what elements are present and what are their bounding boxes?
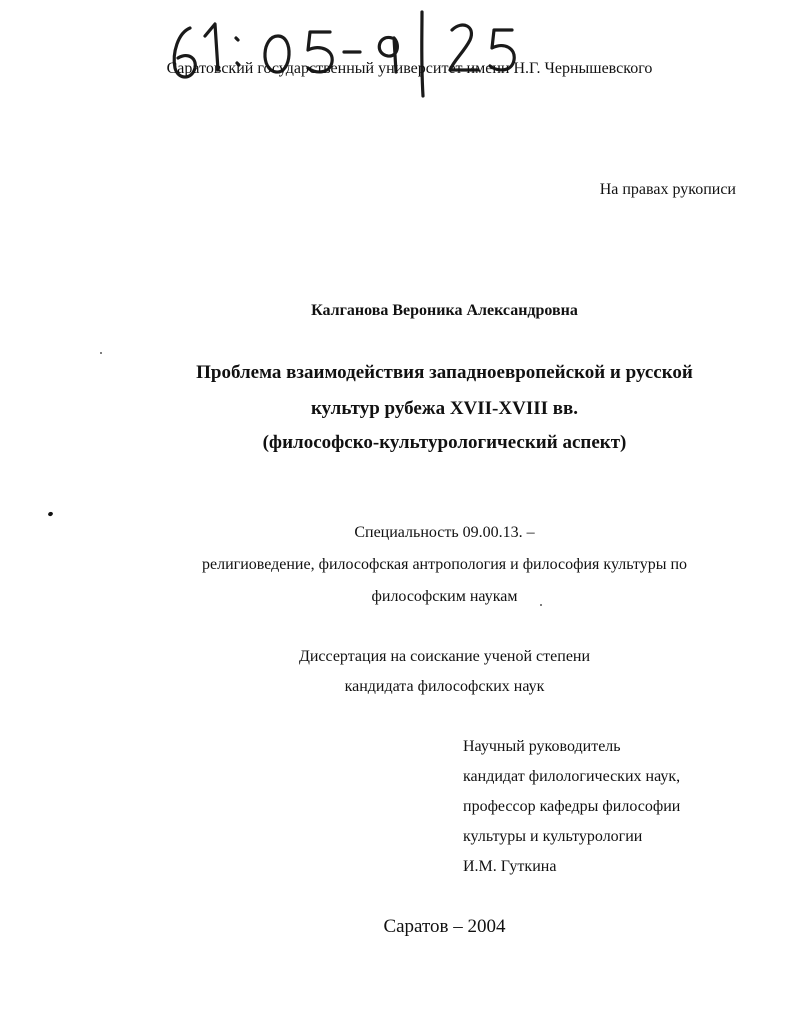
dissertation-line-1: Диссертация на соискание ученой степени [298,648,591,665]
supervisor-line-1: Научный руководитель [463,738,621,755]
supervisor-line-2: кандидат филологических наук, [463,768,681,785]
supervisor-line-3: профессор кафедры философии [463,798,681,815]
scan-speck [540,604,542,606]
scan-ink-dot [47,511,53,517]
author-name: Калганова Вероника Александровна [311,302,578,319]
supervisor-line-4: культуры и культурологии [463,828,643,845]
handwritten-archive-mark [160,8,530,98]
specialty-line-2: религиоведение, философская антропология и философия культуры по [201,556,687,573]
supervisor-name: И.М. Гуткина [463,858,557,875]
scan-speck [100,352,102,354]
dissertation-line-2: кандидата философских наук [344,678,545,695]
title-line-1: Проблема взаимодействия западноевропейской и русской [196,362,693,383]
specialty-line-1: Специальность 09.00.13. – [354,524,535,541]
title-line-3: (философско-культурологический аспект) [262,432,627,453]
specialty-line-3: философским наукам [371,588,518,605]
title-line-2: культур рубежа XVII-XVIII вв. [310,398,579,419]
university-name: Саратовский государственный университет имени Н.Г. Чернышевского [166,60,653,77]
manuscript-rights-note: На правах рукописи [599,181,736,198]
place-and-year: Саратов – 2004 [383,916,506,937]
